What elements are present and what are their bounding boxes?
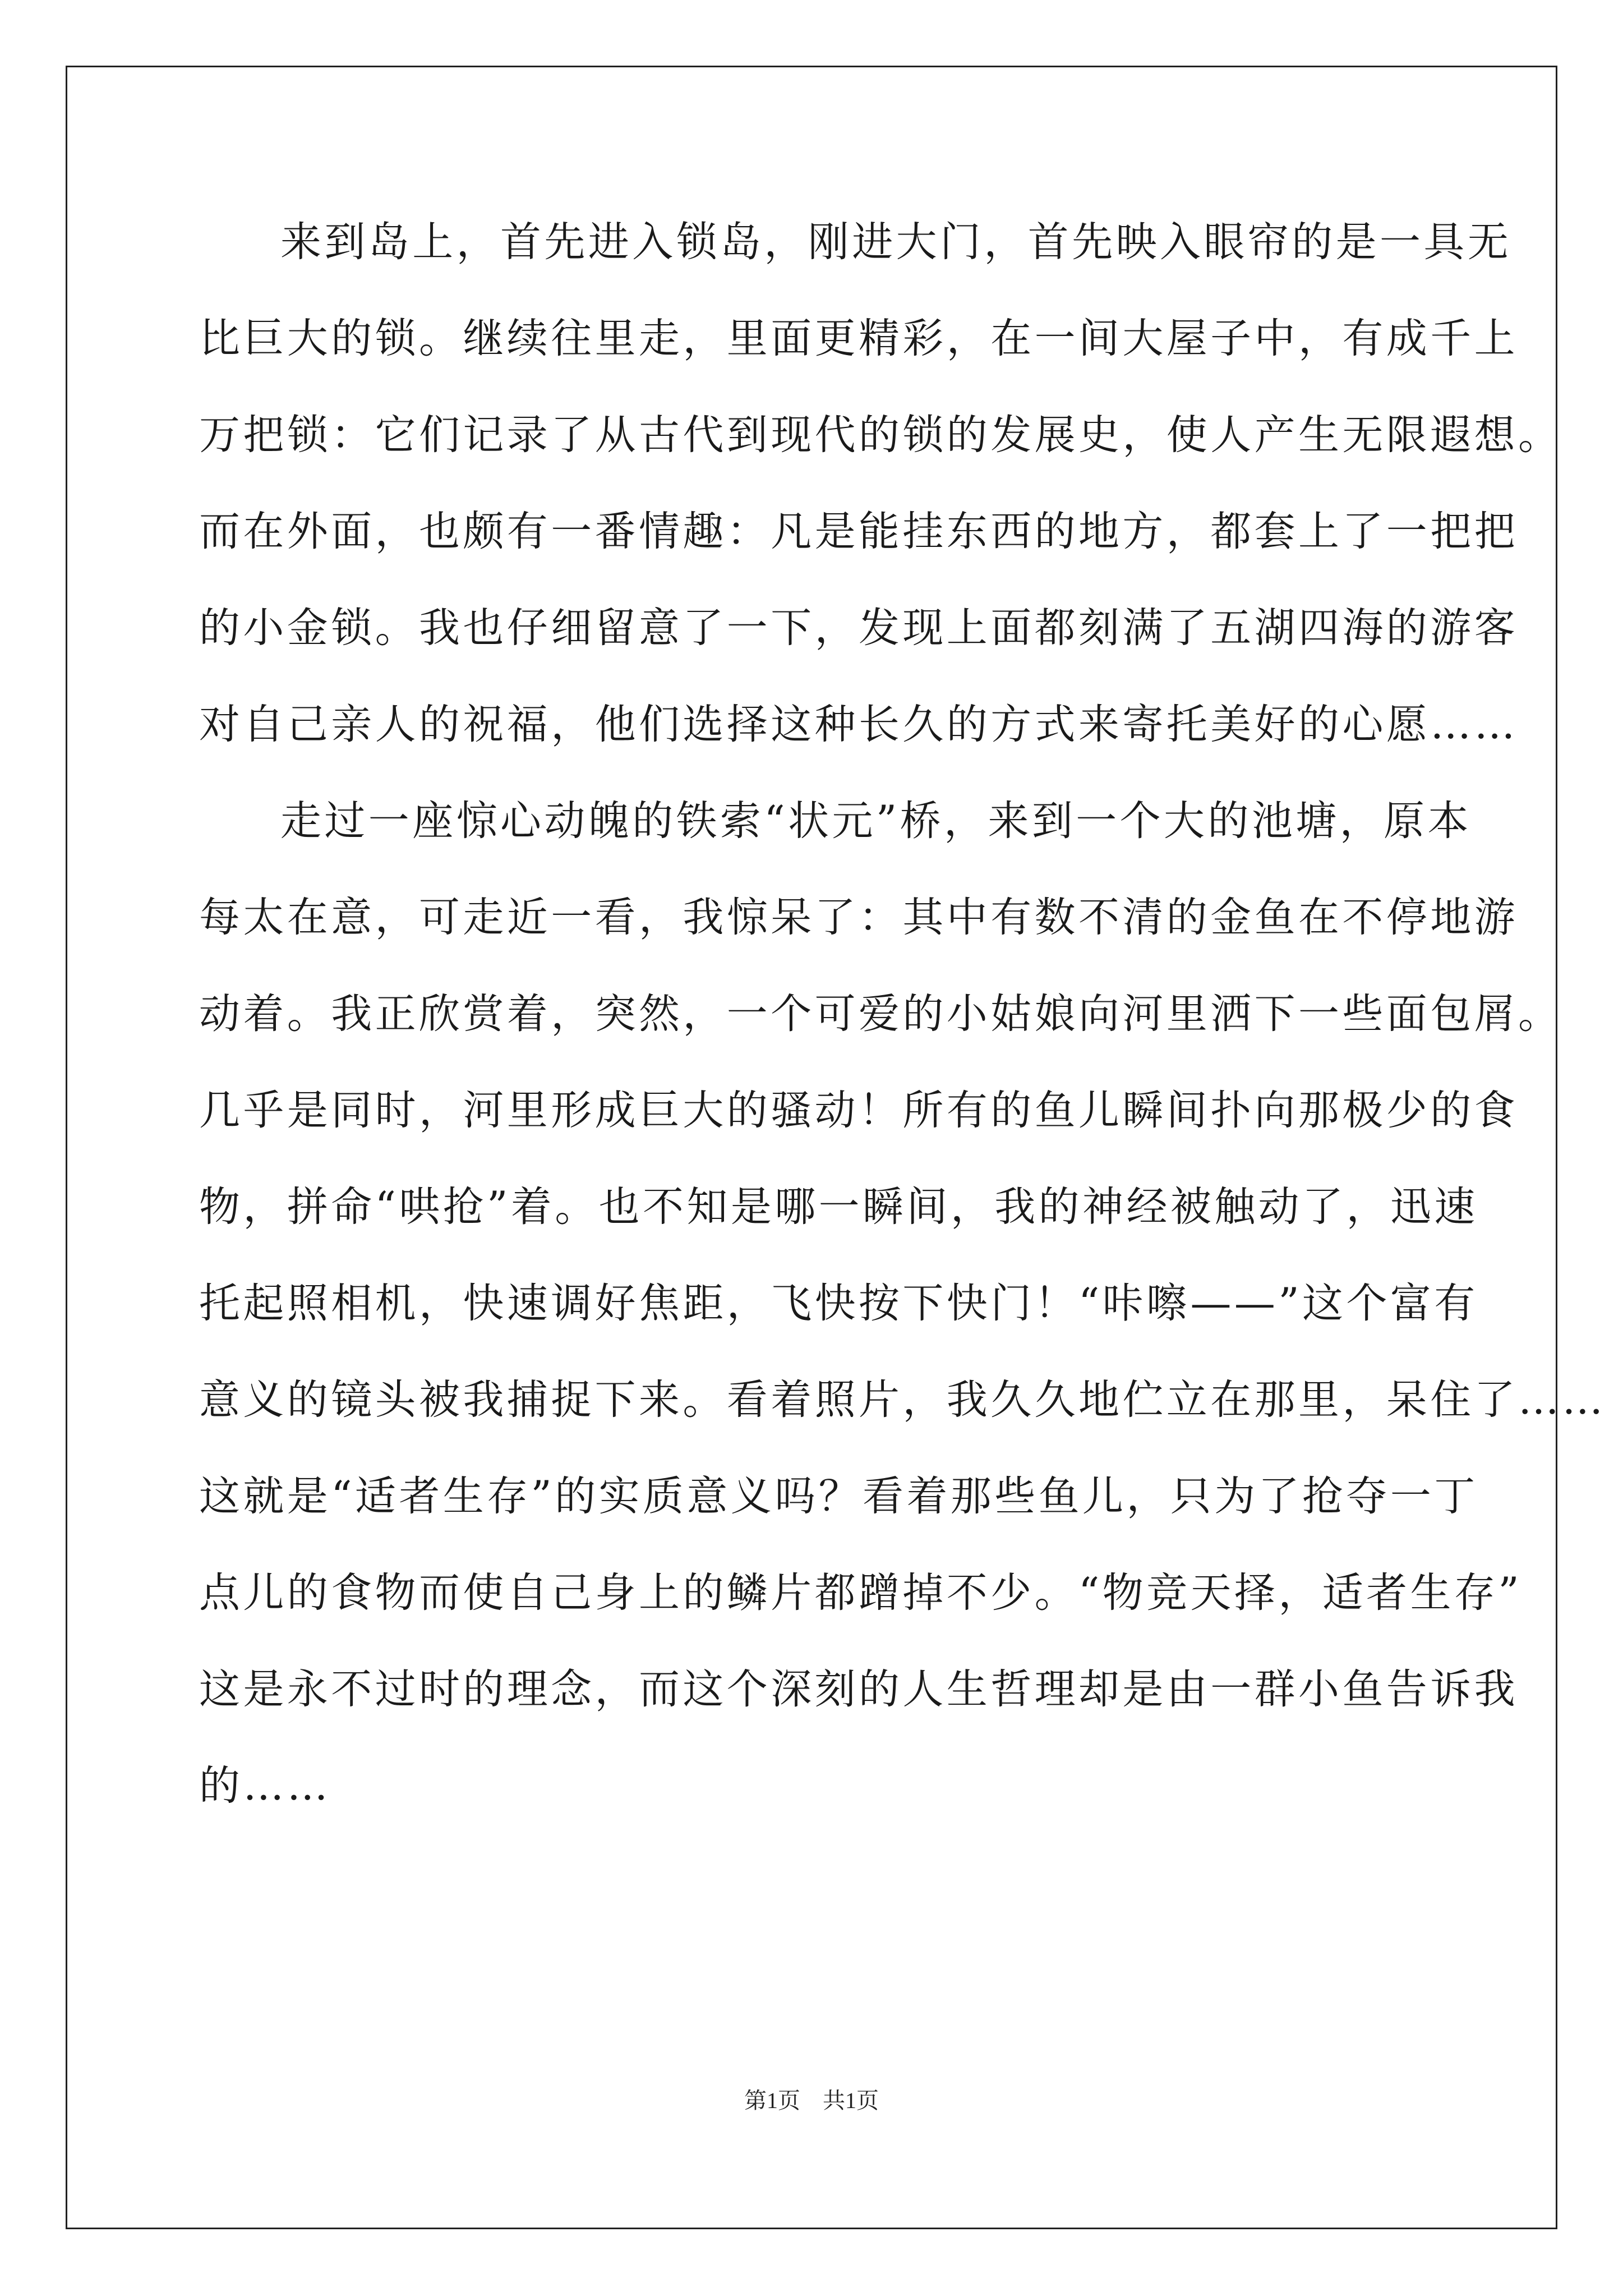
paragraph-2-line-6: 托起照相机，快速调好焦距，飞快按下快门！“咔嚓——”这个富有 xyxy=(199,1280,1478,1327)
paragraph-1-line-2: 比巨大的锁。继续往里走，里面更精彩，在一间大屋子中，有成千上 xyxy=(199,315,1518,362)
paragraph-1-line-6: 对自己亲人的祝福，他们选择这种长久的方式来寄托美好的心愿…… xyxy=(199,701,1518,748)
paragraph-2-line-2: 每太在意，可走近一看，我惊呆了：其中有数不清的金鱼在不停地游 xyxy=(199,894,1518,941)
page-border xyxy=(66,66,1606,2229)
paragraph-2-line-5: 物，拼命“哄抢”着。也不知是哪一瞬间，我的神经被触动了，迅速 xyxy=(199,1183,1478,1231)
page-number-footer: 第1页 共1页 xyxy=(744,2088,879,2113)
paragraph-2-line-3: 动着。我正欣赏着，突然，一个可爱的小姑娘向河里洒下一些面包屑。 xyxy=(199,990,1562,1038)
paragraph-2-line-7: 意义的镜头被我捕捉下来。看着照片，我久久地伫立在那里，呆住了…… xyxy=(199,1376,1606,1424)
paragraph-2-line-1: 走过一座惊心动魄的铁索“状元”桥，来到一个大的池塘，原本 xyxy=(280,797,1472,845)
paragraph-2-line-10: 这是永不过时的理念，而这个深刻的人生哲理却是由一群小鱼告诉我 xyxy=(199,1665,1518,1713)
paragraph-1-line-1: 来到岛上，首先进入锁岛，刚进大门，首先映入眼帘的是一具无 xyxy=(280,218,1512,266)
paragraph-2-line-4: 几乎是同时，河里形成巨大的骚动！所有的鱼儿瞬间扑向那极少的食 xyxy=(199,1087,1518,1134)
paragraph-2-line-11: 的…… xyxy=(199,1762,331,1810)
paragraph-2-line-9: 点儿的食物而使自己身上的鳞片都蹭掉不少。“物竞天择，适者生存” xyxy=(199,1569,1523,1617)
paragraph-1-line-3: 万把锁：它们记录了从古代到现代的锁的发展史，使人产生无限遐想。 xyxy=(199,411,1562,459)
paragraph-1-line-4: 而在外面，也颇有一番情趣：凡是能挂东西的地方，都套上了一把把 xyxy=(199,508,1518,555)
paragraph-1-line-5: 的小金锁。我也仔细留意了一下，发现上面都刻满了五湖四海的游客 xyxy=(199,604,1518,652)
paragraph-2-line-8: 这就是“适者生存”的实质意义吗？看着那些鱼儿，只为了抢夺一丁 xyxy=(199,1473,1478,1520)
